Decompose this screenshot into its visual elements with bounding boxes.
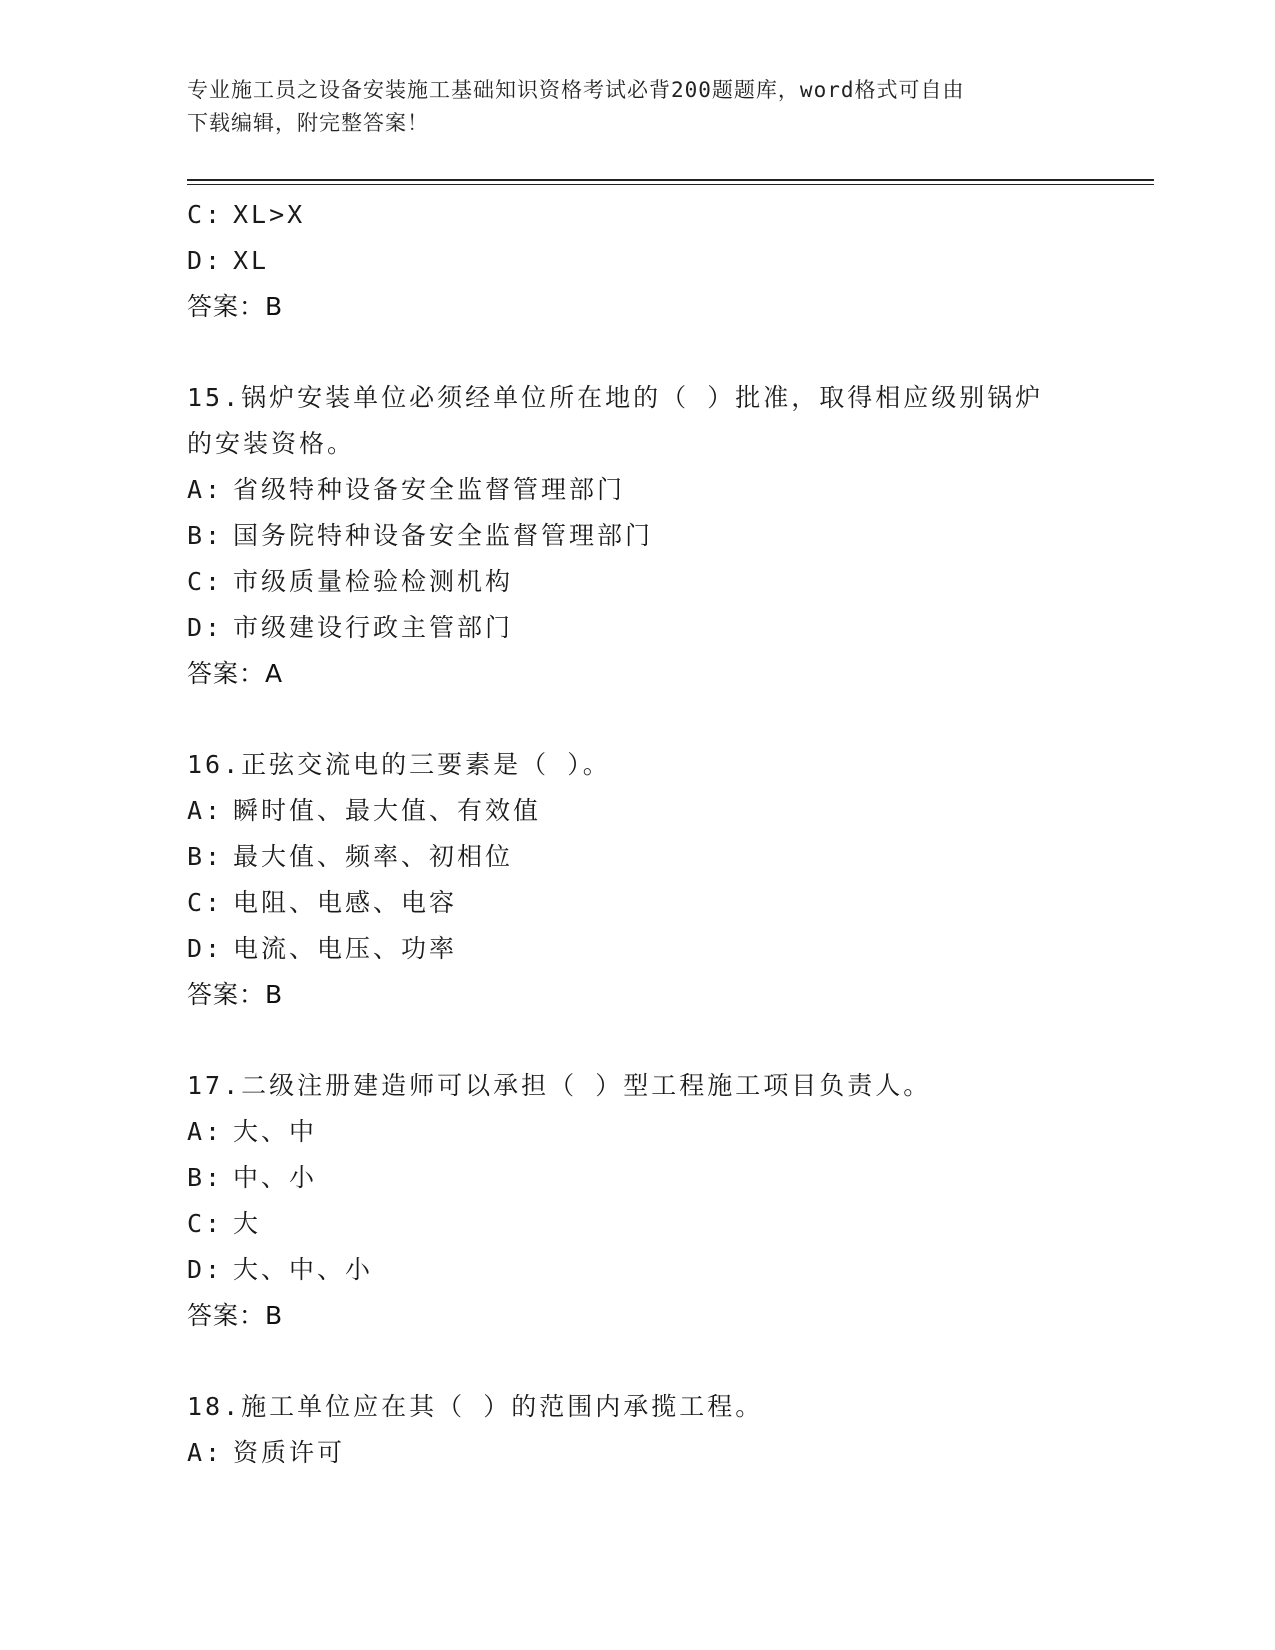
question-18 (187, 1384, 1087, 1476)
option-label: C: (187, 200, 224, 229)
option-text: 大、中、小 (233, 1255, 374, 1284)
header-divider-thin (187, 184, 1154, 185)
question-stem-continued: 的安装资格。 (187, 429, 356, 458)
option-text: XL>X (233, 200, 306, 229)
option-label: B: (187, 842, 224, 871)
answer-line: 答案：B (187, 292, 284, 321)
option-b (187, 834, 1087, 880)
option-a (187, 1109, 1087, 1155)
option-text: 中、小 (233, 1163, 318, 1192)
option-c (187, 559, 1087, 605)
option-text: 瞬时值、最大值、有效值 (233, 796, 542, 825)
option-label: A: (187, 796, 224, 825)
option-c (187, 1201, 1087, 1247)
spacer (187, 697, 1087, 742)
option-text: 市级建设行政主管部门 (233, 613, 514, 642)
option-d (187, 605, 1087, 651)
spacer (187, 1018, 1087, 1063)
option-a (187, 1430, 1087, 1476)
option-label: D: (187, 934, 224, 963)
answer-line: 答案：B (187, 1301, 284, 1330)
option-label: D: (187, 613, 224, 642)
question-content (187, 192, 1087, 1476)
option-label: D: (187, 1255, 224, 1284)
question-stem: 16.正弦交流电的三要素是（ ）。 (187, 750, 611, 779)
option-label: D: (187, 246, 224, 275)
option-label: A: (187, 1117, 224, 1146)
option-label: A: (187, 1438, 224, 1467)
option-d (187, 238, 1087, 284)
option-text: 市级质量检验检测机构 (233, 567, 514, 596)
option-text: 省级特种设备安全监督管理部门 (233, 475, 626, 504)
option-text: XL (233, 246, 270, 275)
question-16 (187, 742, 1087, 1018)
option-a (187, 467, 1087, 513)
option-text: 国务院特种设备安全监督管理部门 (233, 521, 654, 550)
option-d (187, 1247, 1087, 1293)
header-line-1: 专业施工员之设备安装施工基础知识资格考试必背200题题库，word格式可自由 (187, 78, 965, 102)
option-d (187, 926, 1087, 972)
option-label: C: (187, 888, 224, 917)
option-b (187, 1155, 1087, 1201)
question-stem: 15.锅炉安装单位必须经单位所在地的（ ）批准，取得相应级别锅炉 (187, 383, 1044, 412)
header-divider-thick (187, 179, 1154, 181)
option-label: C: (187, 567, 224, 596)
option-text: 大 (233, 1209, 262, 1238)
option-a (187, 788, 1087, 834)
option-text: 最大值、频率、初相位 (233, 842, 514, 871)
question-17 (187, 1063, 1087, 1339)
spacer (187, 1339, 1087, 1384)
option-c (187, 880, 1087, 926)
option-c (187, 192, 1087, 238)
header-line-2: 下载编辑，附完整答案！ (187, 111, 429, 135)
option-text: 大、中 (233, 1117, 318, 1146)
option-text: 资质许可 (233, 1438, 346, 1467)
option-label: C: (187, 1209, 224, 1238)
option-label: B: (187, 521, 224, 550)
option-label: A: (187, 475, 224, 504)
option-b (187, 513, 1087, 559)
question-stem: 18.施工单位应在其（ ）的范围内承揽工程。 (187, 1392, 764, 1421)
prev-question-block (187, 192, 1087, 330)
document-header (187, 74, 1087, 140)
option-text: 电流、电压、功率 (233, 934, 458, 963)
question-stem: 17.二级注册建造师可以承担（ ）型工程施工项目负责人。 (187, 1071, 932, 1100)
option-text: 电阻、电感、电容 (233, 888, 458, 917)
question-15 (187, 375, 1087, 697)
answer-line: 答案：B (187, 980, 284, 1009)
answer-line: 答案：A (187, 659, 284, 688)
option-label: B: (187, 1163, 224, 1192)
spacer (187, 330, 1087, 375)
